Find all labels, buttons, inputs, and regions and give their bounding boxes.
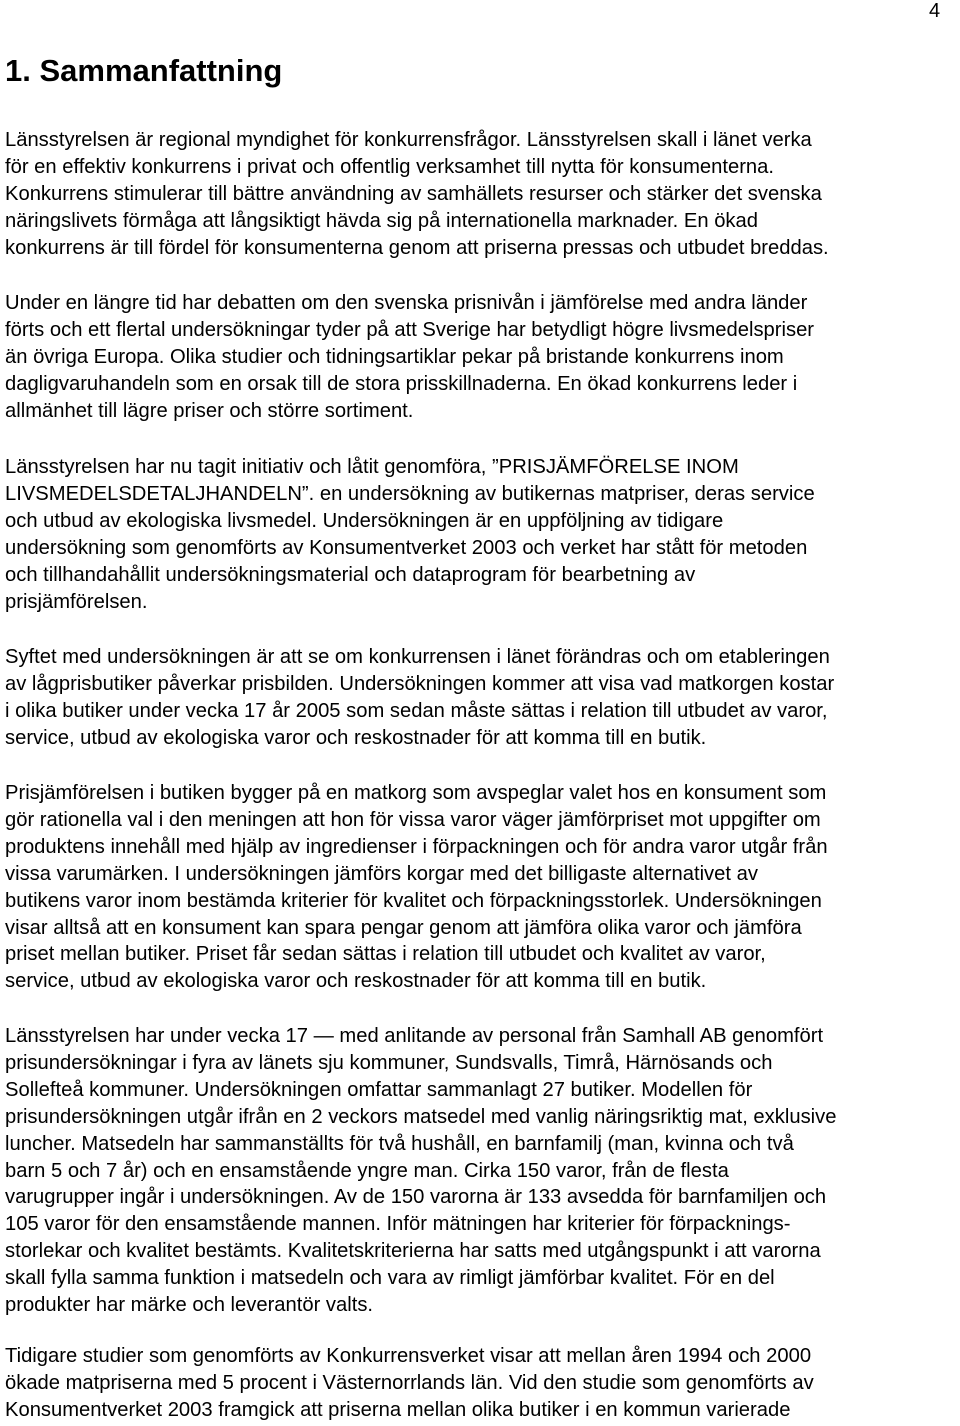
text-line: Tidigare studier som genomförts av Konkurrensverket visar att mellan åren 1994 och 2000 [5,1345,812,1367]
paragraph [5,290,957,425]
text-line: service, utbud av ekologiska varor och reskostnader för att komma till en butik. [5,970,707,993]
page-number: 4 [929,0,941,22]
text-line: ökade matpriserna med 5 procent i Västernorrlands län. Vid den studie som genomförts av [5,1371,814,1394]
text-line: vissa varumärken. I undersökningen jämförs korgar med det billigaste alternativet av [5,862,758,885]
text-line: Under en längre tid har debatten om den svenska prisnivån i jämförelse med andra länder [5,292,808,314]
text-line: prisundersökningar i fyra av länets sju kommuner, Sundsvalls, Timrå, Härnösands och [5,1051,773,1074]
text-line: gör rationella val i den meningen att hon för vissa varor väger jämförpriset mot uppgifter om [5,808,821,831]
text-line: och tillhandahållit undersökningsmaterial och dataprogram för bearbetning av [5,563,696,586]
text-line: barn 5 och 7 år) och en ensamstående yngre man. Cirka 150 varor, från de flesta [5,1159,729,1182]
text-line: allmänhet till lägre priser och större sortiment. [5,399,414,422]
text-line: varugrupper ingår i undersökningen. Av de 150 varorna är 133 avsedda för barnfamiljen och [5,1186,827,1209]
text-line: visar alltså att en konsument kan spara pengar genom att jämföra olika varor och jämföra [5,916,802,939]
paragraph [5,780,957,995]
text-line: produkter har märke och leverantör valts. [5,1294,374,1317]
text-line: i olika butiker under vecka 17 år 2005 som sedan måste sättas i relation till utbudet av varor, [5,699,828,722]
paragraph [5,1023,957,1319]
text-line: Länsstyrelsen är regional myndighet för konkurrensfrågor. Länsstyrelsen skall i länet verka [5,129,812,151]
text-line: priset mellan butiker. Priset får sedan sättas i relation till utbudet och kvalitet av varor, [5,943,766,966]
text-line: prisundersökningen utgår ifrån en 2 veckors matsedel med vanlig näringsriktig mat, exklusive [5,1105,837,1128]
text-line: för en effektiv konkurrens i privat och offentlig verksamhet till nytta för konsumenterna. [5,155,774,178]
paragraph [5,127,957,262]
text-line: näringslivets förmåga att långsiktigt hävda sig på internationella marknader. En ökad [5,209,758,232]
text-line: Konkurrens stimulerar till bättre användning av samhällets resurser och stärker det svenska [5,182,822,205]
text-line: av lågprisbutiker påverkar prisbilden. Undersökningen kommer att visa vad matkorgen kostar [5,672,835,695]
text-line: skall fylla samma funktion i matsedeln och vara av rimligt jämförbar kvalitet. För en del [5,1267,775,1290]
text-line: service, utbud av ekologiska varor och reskostnader för att komma till en butik. [5,726,707,749]
text-line: luncher. Matsedeln har sammanställts för två hushåll, en barnfamilj (man, kvinna och två [5,1132,794,1155]
text-line: Konsumentverket 2003 framgick att priserna mellan olika butiker i en kommun varierade [5,1398,791,1421]
text-line: Sollefteå kommuner. Undersökningen omfattar sammanlagt 27 butiker. Modellen för [5,1078,753,1101]
text-line: undersökning som genomförts av Konsumentverket 2003 och verket har stått för metoden [5,536,808,559]
text-line: prisjämförelsen. [5,590,148,613]
paragraph [5,644,957,752]
text-line: Länsstyrelsen har under vecka 17 — med anlitande av personal från Samhall AB genomfört [5,1025,824,1047]
text-line: produktens innehåll med hjälp av ingredienser i förpackningen och för andra varor utgår från [5,835,828,858]
paragraph [5,1343,957,1424]
text-line: Syftet med undersökningen är att se om konkurrensen i länet förändras och om etableringen [5,646,830,668]
text-line: LIVSMEDELSDETALJHANDELN”. en undersökning av butikernas matpriser, deras service [5,482,815,505]
paragraph [5,454,957,615]
text-line: butikens varor inom bestämda kriterier för kvalitet och förpackningsstorlek. Undersökningen [5,889,822,912]
text-line: och utbud av ekologiska livsmedel. Undersökningen är en uppföljning av tidigare [5,509,724,532]
text-line: Prisjämförelsen i butiken bygger på en matkorg som avspeglar valet hos en konsument som [5,782,827,804]
text-line: storlekar och kvalitet bestämts. Kvalitetskriterierna har satts med utgångspunkt i att varorna [5,1240,821,1263]
text-line: förts och ett flertal undersökningar tyder på att Sverige har betydligt högre livsmedelspriser [5,318,815,341]
section-heading: 1. Sammanfattning [5,53,283,88]
text-line: 105 varor för den ensamstående mannen. Inför mätningen har kriterier för förpacknings- [5,1213,791,1236]
text-line: konkurrens är till fördel för konsumenterna genom att priserna pressas och utbudet breddas. [5,236,829,259]
text-line: dagligvaruhandeln som en orsak till de stora prisskillnaderna. En ökad konkurrens leder i [5,372,798,395]
text-line: Länsstyrelsen har nu tagit initiativ och låtit genomföra, ”PRISJÄMFÖRELSE INOM [5,456,739,478]
text-line: än övriga Europa. Olika studier och tidningsartiklar pekar på bristande konkurrens inom [5,345,784,368]
